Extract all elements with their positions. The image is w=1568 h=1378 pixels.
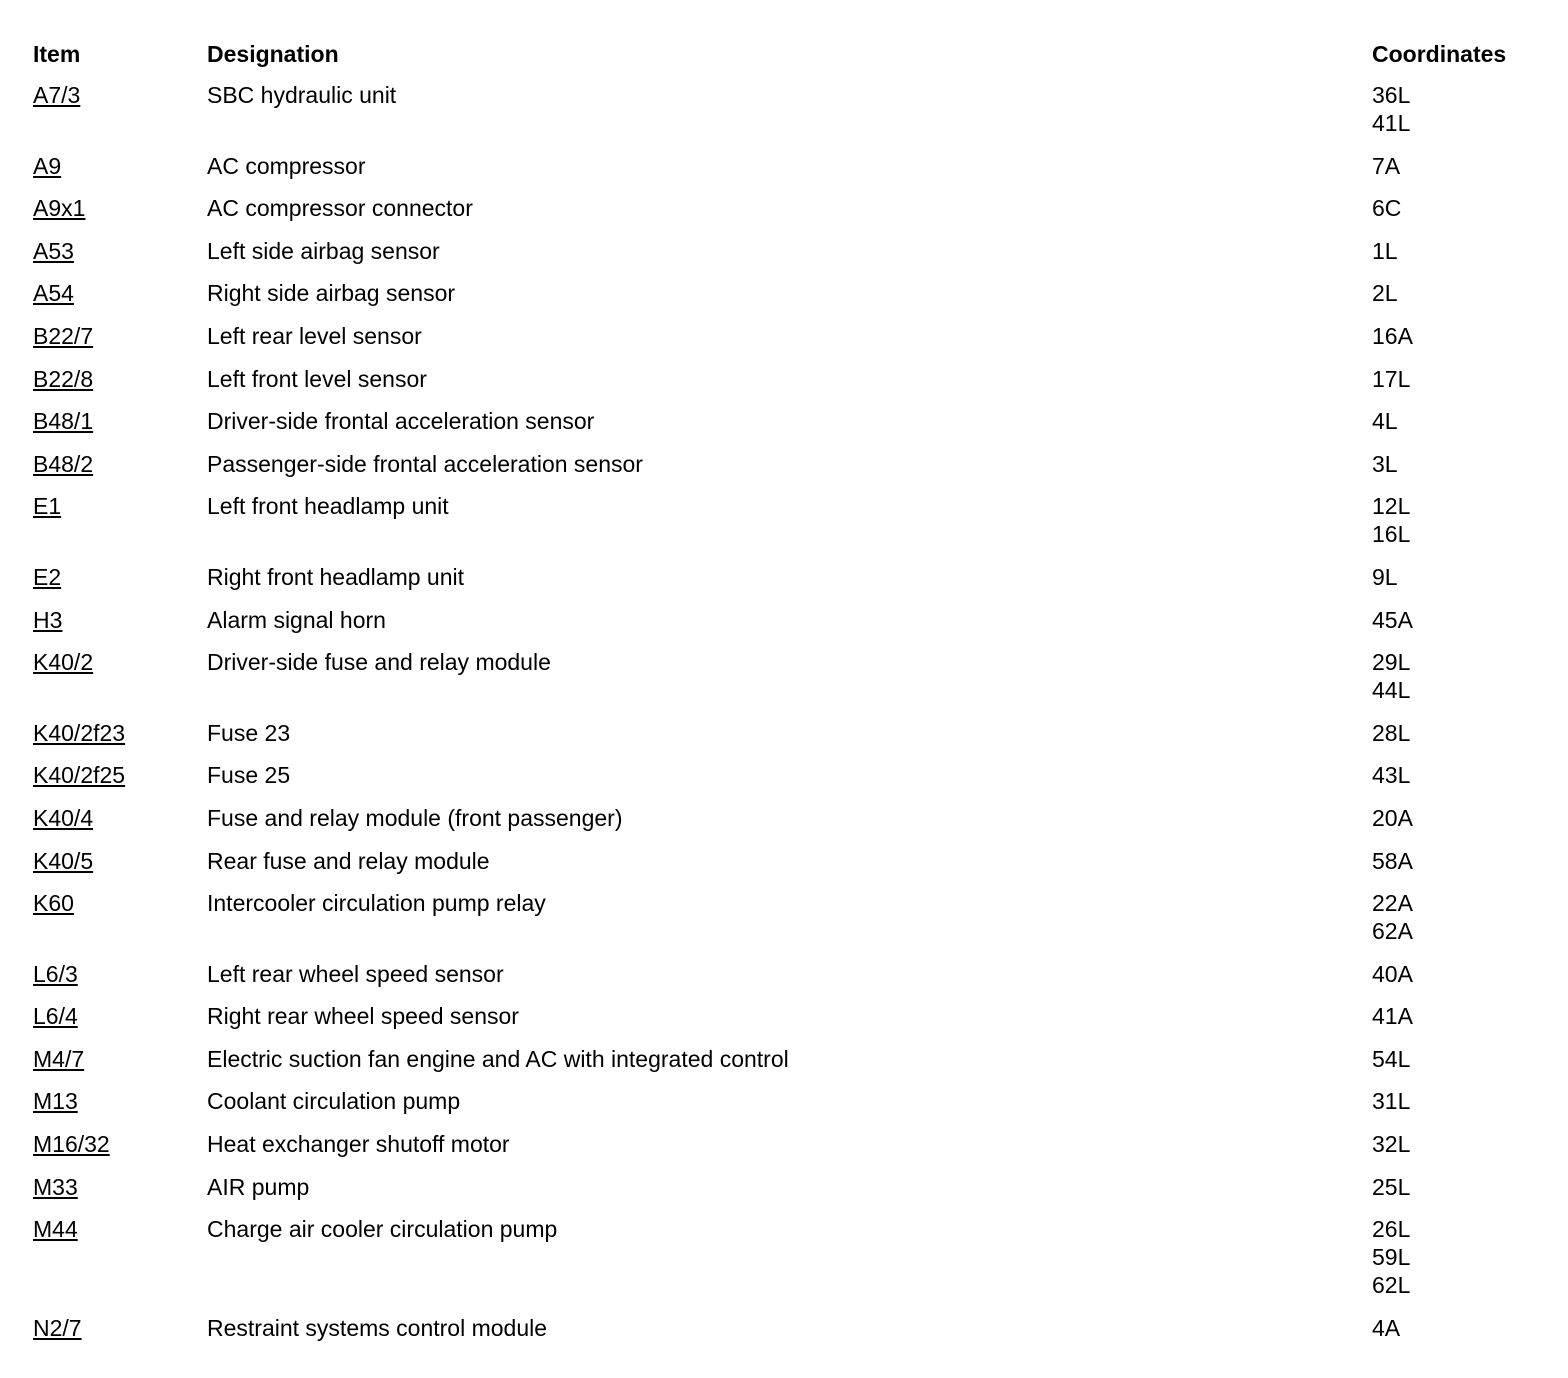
- table-row: [0, 322, 1568, 365]
- coordinate-value: 20A: [1372, 804, 1413, 831]
- table-row: [0, 492, 1568, 563]
- item-link[interactable]: M33: [33, 1173, 78, 1200]
- designation-text: Fuse and relay module (front passenger): [207, 804, 623, 831]
- item-link[interactable]: A7/3: [33, 82, 81, 108]
- table-row: [0, 960, 1568, 1003]
- coordinate-value: 58A: [1372, 847, 1413, 874]
- coordinates-cell: [1372, 719, 1568, 747]
- coordinate-value: 43L: [1372, 762, 1411, 789]
- coordinates-cell: [1372, 152, 1568, 180]
- table-row: [0, 81, 1568, 152]
- designation-text: SBC hydraulic unit: [207, 82, 397, 108]
- designation-text: Left rear wheel speed sensor: [207, 960, 504, 987]
- item-link[interactable]: M13: [33, 1088, 78, 1115]
- coordinates-cell: [1372, 960, 1568, 988]
- table-row: [0, 606, 1568, 649]
- table-row: [0, 804, 1568, 847]
- designation-text: AC compressor connector: [207, 195, 473, 222]
- designation-text: Right rear wheel speed sensor: [207, 1003, 519, 1030]
- designation-text: Charge air cooler circulation pump: [207, 1216, 558, 1243]
- coordinate-value: 41L: [1372, 110, 1411, 136]
- table-row: [0, 847, 1568, 890]
- table-row: [0, 761, 1568, 804]
- item-link[interactable]: N2/7: [33, 1314, 82, 1341]
- coordinate-value: 45A: [1372, 606, 1413, 633]
- item-link[interactable]: K40/2f23: [33, 719, 126, 746]
- table-row: [0, 152, 1568, 195]
- coordinate-value: 36L: [1372, 82, 1411, 108]
- item-link[interactable]: M16/32: [33, 1131, 110, 1158]
- item-link[interactable]: A9x1: [33, 195, 86, 222]
- table-row: [0, 1215, 1568, 1314]
- table-row: [0, 563, 1568, 606]
- coordinate-value: 26L: [1372, 1216, 1411, 1243]
- coordinate-value: 7A: [1372, 152, 1401, 179]
- item-link[interactable]: L6/4: [33, 1003, 78, 1030]
- table-row: [0, 365, 1568, 408]
- table-body: [0, 81, 1568, 1356]
- table-row: [0, 648, 1568, 719]
- coordinate-value: 41A: [1372, 1003, 1413, 1030]
- coordinate-value: 29L: [1372, 649, 1411, 676]
- designation-text: Electric suction fan engine and AC with integrated control: [207, 1045, 789, 1072]
- item-link[interactable]: K40/4: [33, 804, 94, 831]
- table-row: [0, 1087, 1568, 1130]
- coordinate-value: 3L: [1372, 450, 1398, 477]
- coordinate-value: 4L: [1372, 408, 1398, 435]
- coordinate-value: 12L: [1372, 493, 1411, 520]
- item-link[interactable]: A54: [33, 280, 74, 307]
- coordinates-cell: [1372, 606, 1568, 634]
- table-row: [0, 1045, 1568, 1088]
- item-link[interactable]: B22/8: [33, 365, 94, 392]
- coordinates-cell: [1372, 450, 1568, 478]
- coordinate-value: 2L: [1372, 280, 1398, 307]
- coordinates-cell: [1372, 847, 1568, 875]
- designation-text: AC compressor: [207, 152, 366, 179]
- item-link[interactable]: H3: [33, 606, 63, 633]
- designation-text: Driver-side frontal acceleration sensor: [207, 408, 595, 435]
- item-link[interactable]: E1: [33, 493, 62, 520]
- coordinates-cell: [1372, 1130, 1568, 1158]
- item-link[interactable]: A9: [33, 152, 62, 179]
- coordinates-cell: [1372, 804, 1568, 832]
- coordinates-cell: [1372, 279, 1568, 307]
- coordinate-value: 9L: [1372, 563, 1398, 590]
- coordinate-value: 59L: [1372, 1244, 1411, 1271]
- coordinates-cell: [1372, 492, 1568, 548]
- designation-text: Heat exchanger shutoff motor: [207, 1131, 510, 1158]
- designation-text: Restraint systems control module: [207, 1314, 548, 1341]
- coordinate-value: 25L: [1372, 1173, 1411, 1200]
- header-item: Item: [33, 41, 81, 67]
- coordinate-value: 17L: [1372, 365, 1411, 392]
- coordinate-value: 28L: [1372, 719, 1411, 746]
- coordinate-value: 6C: [1372, 195, 1402, 222]
- header-coordinates: Coordinates: [1372, 41, 1507, 67]
- item-link[interactable]: B48/1: [33, 408, 94, 435]
- coordinates-cell: [1372, 1002, 1568, 1030]
- designation-text: Coolant circulation pump: [207, 1088, 461, 1115]
- coordinates-cell: [1372, 563, 1568, 591]
- item-link[interactable]: L6/3: [33, 960, 78, 987]
- item-link[interactable]: M44: [33, 1216, 78, 1243]
- table-row: [0, 450, 1568, 493]
- item-link[interactable]: K60: [33, 890, 74, 917]
- designation-text: AIR pump: [207, 1173, 310, 1200]
- coordinate-value: 54L: [1372, 1045, 1411, 1072]
- item-link[interactable]: K40/2f25: [33, 762, 126, 789]
- item-link[interactable]: B48/2: [33, 450, 94, 477]
- designation-text: Passenger-side frontal acceleration sensor: [207, 450, 643, 477]
- item-link[interactable]: E2: [33, 563, 62, 590]
- designation-text: Left front level sensor: [207, 365, 427, 392]
- coordinate-value: 1L: [1372, 237, 1398, 264]
- designation-text: Alarm signal horn: [207, 606, 386, 633]
- designation-text: Right front headlamp unit: [207, 563, 464, 590]
- table-row: [0, 194, 1568, 237]
- designation-text: Fuse 25: [207, 762, 291, 789]
- table-row: [0, 1002, 1568, 1045]
- coordinates-cell: [1372, 1173, 1568, 1201]
- table-header: [0, 38, 1568, 70]
- table-row: [0, 407, 1568, 450]
- table-row: [0, 1130, 1568, 1173]
- coordinates-cell: [1372, 81, 1568, 137]
- designation-text: Left front headlamp unit: [207, 493, 449, 520]
- table-row: [0, 719, 1568, 762]
- table-row: [0, 1173, 1568, 1216]
- coordinates-cell: [1372, 237, 1568, 265]
- designation-text: Left side airbag sensor: [207, 237, 440, 264]
- coordinates-cell: [1372, 365, 1568, 393]
- designation-text: Right side airbag sensor: [207, 280, 456, 307]
- coordinates-cell: [1372, 648, 1568, 704]
- coordinates-cell: [1372, 194, 1568, 222]
- header-designation: Designation: [207, 41, 339, 67]
- coordinate-value: 62L: [1372, 1272, 1411, 1299]
- coordinates-cell: [1372, 407, 1568, 435]
- table-row: [0, 1314, 1568, 1357]
- coordinate-value: 31L: [1372, 1088, 1411, 1115]
- designation-text: Intercooler circulation pump relay: [207, 890, 546, 917]
- coordinate-value: 16L: [1372, 521, 1411, 548]
- designation-text: Rear fuse and relay module: [207, 847, 490, 874]
- coordinate-value: 4A: [1372, 1314, 1401, 1341]
- item-link[interactable]: K40/2: [33, 649, 94, 676]
- designation-text: Fuse 23: [207, 719, 291, 746]
- coordinates-cell: [1372, 1215, 1568, 1299]
- table-row: [0, 237, 1568, 280]
- coordinates-cell: [1372, 1314, 1568, 1342]
- designation-text: Driver-side fuse and relay module: [207, 649, 551, 676]
- item-link[interactable]: M4/7: [33, 1045, 85, 1072]
- item-link[interactable]: B22/7: [33, 322, 94, 349]
- item-link[interactable]: A53: [33, 237, 74, 264]
- coordinates-cell: [1372, 1045, 1568, 1073]
- coordinate-value: 16A: [1372, 322, 1413, 349]
- coordinate-value: 40A: [1372, 960, 1413, 987]
- coordinate-value: 62A: [1372, 918, 1413, 945]
- coordinates-cell: [1372, 889, 1568, 945]
- coordinates-cell: [1372, 322, 1568, 350]
- coordinates-cell: [1372, 1087, 1568, 1115]
- coordinate-value: 44L: [1372, 677, 1411, 704]
- coordinate-value: 22A: [1372, 890, 1413, 917]
- coordinate-value: 32L: [1372, 1131, 1411, 1158]
- coordinates-cell: [1372, 761, 1568, 789]
- item-link[interactable]: K40/5: [33, 847, 94, 874]
- designation-text: Left rear level sensor: [207, 322, 422, 349]
- table-row: [0, 279, 1568, 322]
- table-row: [0, 889, 1568, 960]
